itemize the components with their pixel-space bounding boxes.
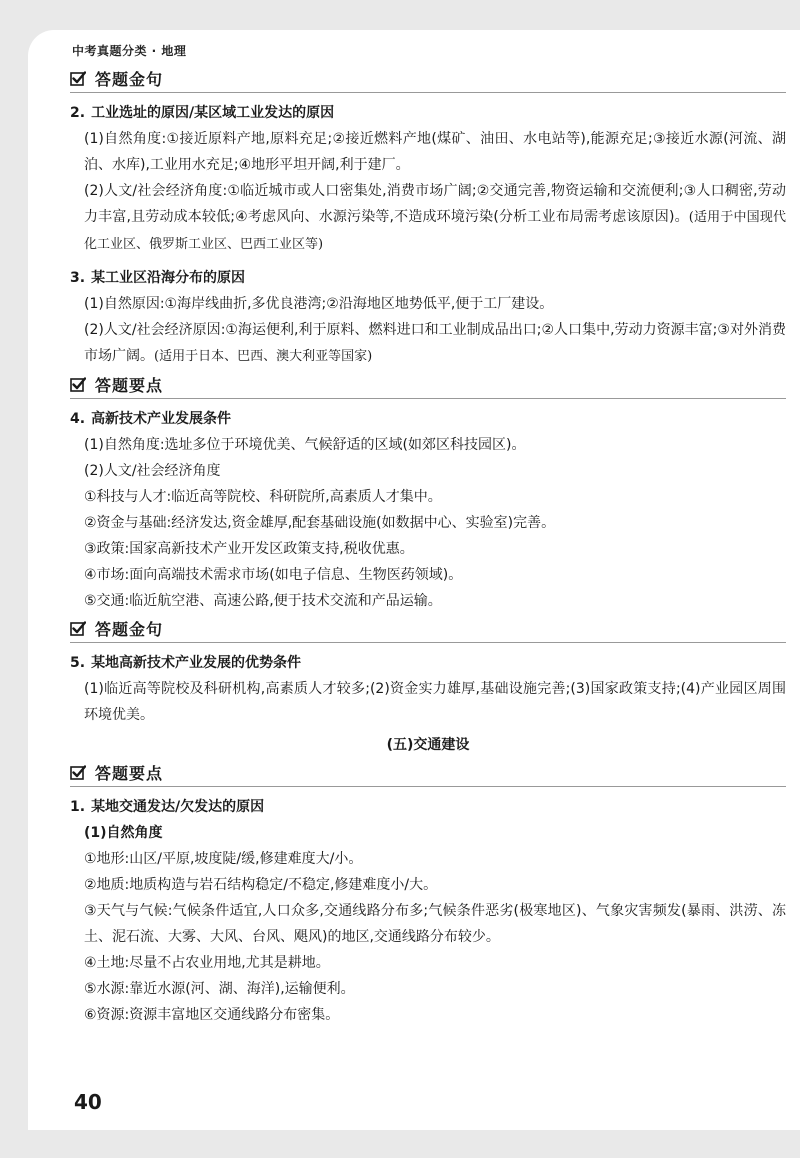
- paragraph: [70, 1002, 786, 1028]
- question-item: [70, 265, 786, 370]
- section-title: 答题金句: [95, 619, 164, 639]
- section-header: [70, 370, 786, 399]
- paragraph: [70, 676, 786, 728]
- paragraph: [70, 510, 786, 536]
- section-header: [70, 614, 786, 643]
- paragraph: [70, 432, 786, 458]
- paragraph: [70, 898, 786, 950]
- section-title: 答题要点: [95, 763, 164, 783]
- paragraph: [70, 588, 786, 614]
- paragraph: [70, 846, 786, 872]
- item-title: [70, 794, 786, 820]
- paragraph-text: (2)人文/社会经济原因:①海运便利,利于原料、燃料进口和工业制成品出口;②人口集中,劳动力资源丰富;③对外消费市场广阔。: [84, 322, 786, 364]
- paragraph-text: ⑤水源:靠近水源(河、湖、海洋),运输便利。: [84, 981, 355, 997]
- paragraph: [70, 291, 786, 317]
- section-header: [70, 64, 786, 93]
- paragraph-text: (2)人文/社会经济角度: [84, 463, 221, 479]
- section-title: 答题要点: [95, 375, 164, 395]
- applicability-note: (适用于日本、巴西、澳大利亚等国家): [154, 349, 373, 364]
- paragraph: [70, 950, 786, 976]
- paragraph: [70, 317, 786, 370]
- item-number: 4.: [70, 411, 86, 427]
- item-title-text: 某地交通发达/欠发达的原因: [91, 799, 265, 815]
- check-square-icon: [70, 764, 86, 780]
- question-item: [70, 650, 786, 728]
- question-item: [70, 100, 786, 258]
- paragraph: [70, 976, 786, 1002]
- paragraph: [70, 178, 786, 258]
- item-title: [70, 650, 786, 676]
- paragraph: [70, 126, 786, 178]
- check-square-icon: [70, 620, 86, 636]
- item-number: 2.: [70, 105, 86, 121]
- page-number: 40: [74, 1090, 102, 1114]
- paragraph-text: ⑤交通:临近航空港、高速公路,便于技术交流和产品运输。: [84, 593, 442, 609]
- section-title: 答题金句: [95, 69, 164, 89]
- paragraph-text: (1)临近高等院校及科研机构,高素质人才较多;(2)资金实力雄厚,基础设施完善;(3)国家政策支持;(4)产业园区周围环境优美。: [84, 681, 786, 723]
- chapter-subheading: (五)交通建设: [386, 737, 470, 753]
- paragraph-text: ③天气与气候:气候条件适宜,人口众多,交通线路分布多;气候条件恶劣(极寒地区)、气象灾害频发(暴雨、洪涝、冻土、泥石流、大雾、大风、台风、飓风)的地区,交通线路分布较少。: [84, 903, 786, 945]
- item-title: [70, 100, 786, 126]
- item-title: [70, 265, 786, 291]
- running-head: 中考真题分类 · 地理: [72, 44, 187, 58]
- question-item: [70, 794, 786, 1028]
- section-header: [70, 758, 786, 787]
- paragraph-text: (1)自然角度: [84, 825, 163, 841]
- paragraph-text: ⑥资源:资源丰富地区交通线路分布密集。: [84, 1007, 340, 1023]
- paragraph: [70, 872, 786, 898]
- paragraph-text: ①地形:山区/平原,坡度陡/缓,修建难度大/小。: [84, 851, 363, 867]
- item-title-text: 某工业区沿海分布的原因: [91, 270, 246, 286]
- item-number: 1.: [70, 799, 86, 815]
- paragraph-text: ④市场:面向高端技术需求市场(如电子信息、生物医药领域)。: [84, 567, 463, 583]
- item-title-text: 高新技术产业发展条件: [91, 411, 232, 427]
- paragraph: [70, 820, 786, 846]
- paragraph-text: (1)自然角度:①接近原料产地,原料充足;②接近燃料产地(煤矿、油田、水电站等),能源充足;③接近水源(河流、湖泊、水库),工业用水充足;④地形平坦开阔,利于建厂。: [84, 131, 786, 173]
- paragraph: [70, 458, 786, 484]
- page: [28, 30, 800, 1130]
- paragraph: [70, 562, 786, 588]
- paragraph-text: (1)自然角度:选址多位于环境优美、气候舒适的区域(如郊区科技园区)。: [84, 437, 526, 453]
- paragraph-text: ④土地:尽量不占农业用地,尤其是耕地。: [84, 955, 330, 971]
- paragraph-text: ②资金与基础:经济发达,资金雄厚,配套基础设施(如数据中心、实验室)完善。: [84, 515, 556, 531]
- item-number: 5.: [70, 655, 86, 671]
- item-title: [70, 406, 786, 432]
- check-square-icon: [70, 70, 86, 86]
- item-title-text: 某地高新技术产业发展的优势条件: [91, 655, 302, 671]
- applicability-note: (适用于中国现代化工业区、俄罗斯工业区、巴西工业区等): [84, 210, 787, 252]
- paragraph-text: (1)自然原因:①海岸线曲折,多优良港湾;②沿海地区地势低平,便于工厂建设。: [84, 296, 554, 312]
- paragraph-text: ①科技与人才:临近高等院校、科研院所,高素质人才集中。: [84, 489, 442, 505]
- item-number: 3.: [70, 270, 86, 286]
- item-title-text: 工业选址的原因/某区域工业发达的原因: [91, 105, 335, 121]
- paragraph-text: ②地质:地质构造与岩石结构稳定/不稳定,修建难度小/大。: [84, 877, 438, 893]
- paragraph: [70, 484, 786, 510]
- question-item: [70, 406, 786, 614]
- check-square-icon: [70, 376, 86, 392]
- paragraph: [70, 536, 786, 562]
- page-content: [70, 64, 786, 1028]
- paragraph-text: ③政策:国家高新技术产业开发区政策支持,税收优惠。: [84, 541, 414, 557]
- paragraph-text: (2)人文/社会经济角度:①临近城市或人口密集处,消费市场广阔;②交通完善,物资运输和交流便利;③人口稠密,劳动力丰富,且劳动成本较低;④考虑风向、水源污染等,不造成环境污染(分析工业布局需考虑该原因)。: [84, 183, 786, 225]
